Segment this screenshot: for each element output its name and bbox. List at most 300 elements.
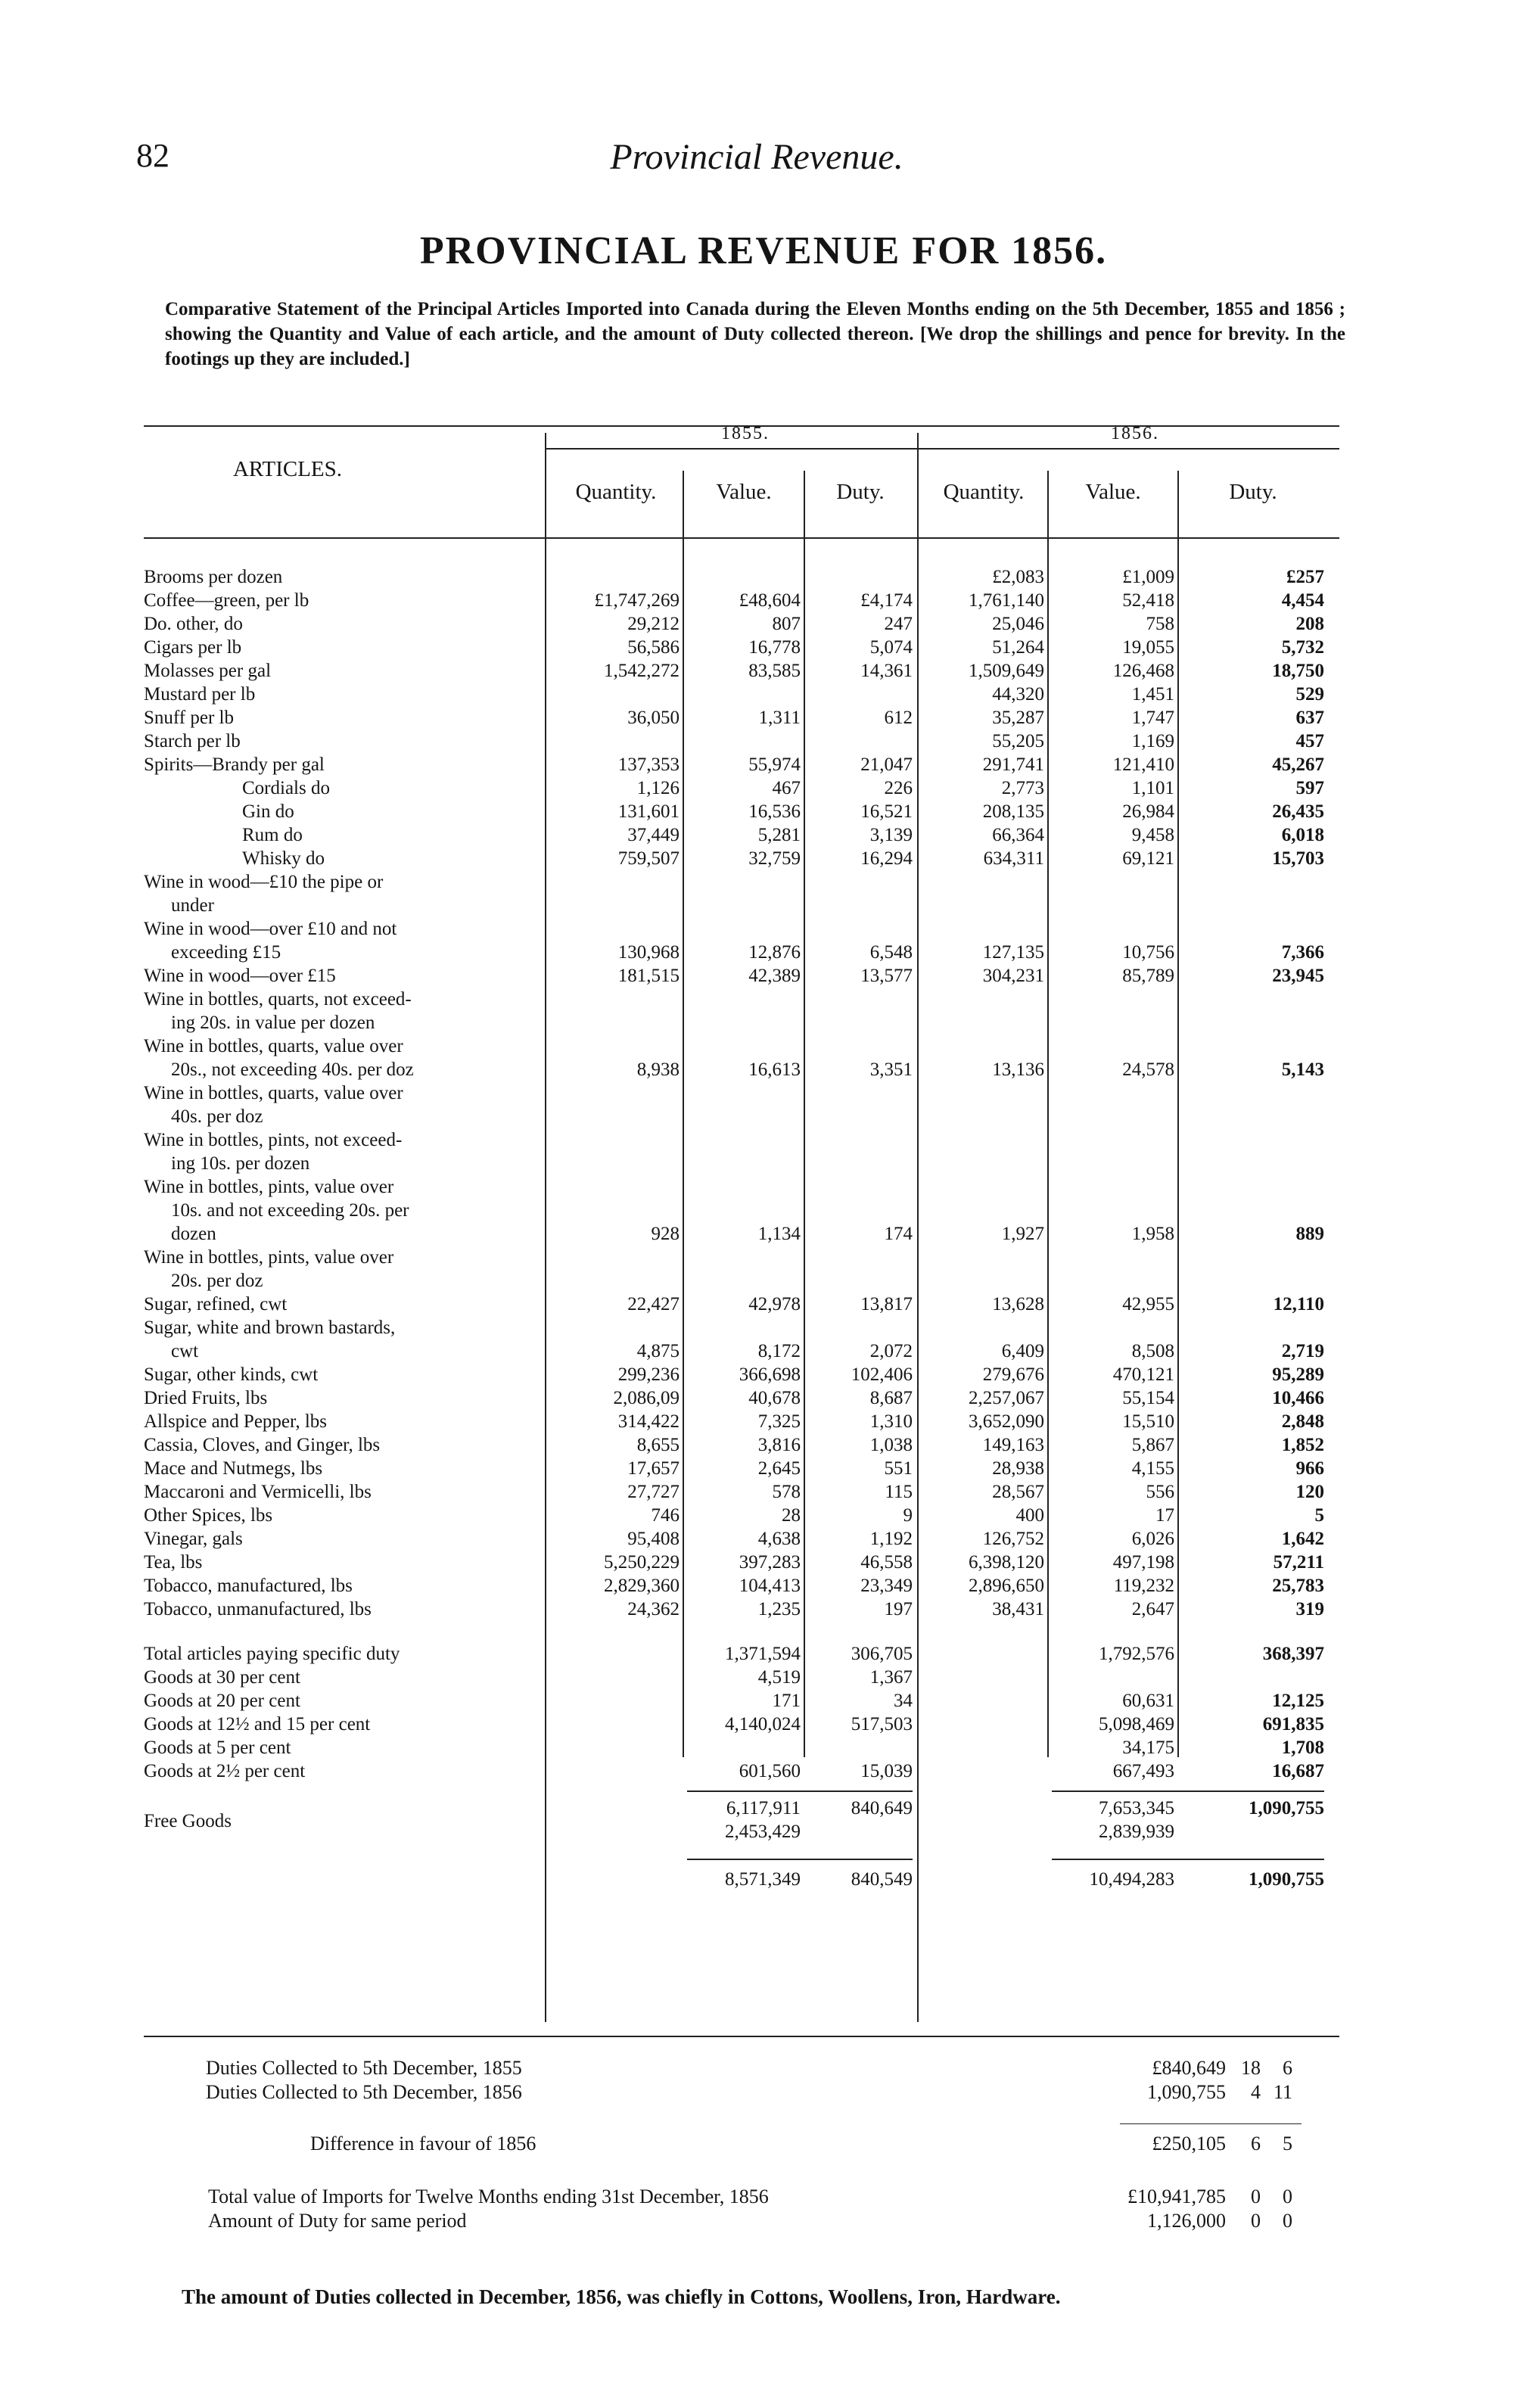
table-row: [144, 636, 1339, 659]
row-label: Spirits—Brandy per gal: [144, 754, 325, 775]
cell-v56: £1,009: [1122, 567, 1174, 587]
cell-q56: 51,264: [992, 637, 1044, 658]
free-goods-label: Free Goods: [144, 1811, 232, 1831]
cell-v56: 1,451: [1131, 684, 1174, 705]
table-row: [144, 1081, 1339, 1105]
summary-amount: £250,105: [1152, 2133, 1226, 2154]
table-row: [144, 1199, 1339, 1222]
totals-row: [144, 1689, 1339, 1713]
cell-q55: 22,427: [627, 1294, 680, 1314]
cell-d56: 45,267: [1272, 754, 1324, 775]
summary-label: Total value of Imports for Twelve Months ending 31st December, 1856: [208, 2186, 769, 2207]
cell-v55: 807: [772, 614, 801, 634]
cell-q55: 17,657: [627, 1458, 680, 1479]
cell-q55: 8,938: [636, 1059, 680, 1080]
row-label: Wine in wood—over £10 and not: [144, 919, 397, 939]
cell-q55: 24,362: [627, 1599, 680, 1619]
table-row: [144, 1339, 1339, 1363]
cell-q55: 759,507: [617, 848, 680, 869]
cell-v55: 2,645: [757, 1458, 801, 1479]
row-label: Sugar, other kinds, cwt: [144, 1364, 319, 1385]
summary-label: Amount of Duty for same period: [208, 2210, 467, 2232]
table-row: [144, 988, 1339, 1011]
cell-d56: £257: [1286, 567, 1324, 587]
table-row: [144, 1433, 1339, 1457]
cell-d55: 14,361: [860, 661, 913, 681]
row-label: Cigars per lb: [144, 637, 242, 658]
cell-q55: 1,542,272: [604, 661, 680, 681]
table-row: [144, 1152, 1339, 1175]
row-label: 20s. per doz: [171, 1271, 263, 1291]
table-row: [144, 1504, 1339, 1527]
cell-d55: 226: [884, 778, 913, 798]
row-label: 40s. per doz: [171, 1106, 263, 1127]
row-label: Other Spices, lbs: [144, 1505, 273, 1526]
table-row: [144, 1598, 1339, 1621]
cell-v55: 5,281: [757, 825, 801, 845]
totals-row: [144, 1642, 1339, 1666]
cell-d55: 16,521: [860, 801, 913, 822]
grand-total-rule-1855: [687, 1859, 913, 1860]
cell-q56: £2,083: [992, 567, 1044, 587]
page-number: 82: [136, 137, 169, 174]
table-row: [144, 823, 1339, 847]
cell-d55: 1,310: [869, 1411, 913, 1432]
cell-v56: 1,169: [1131, 731, 1174, 751]
grand-total-d56: 1,090,755: [1249, 1869, 1324, 1890]
cell-d55: 23,349: [860, 1576, 913, 1596]
cell-v56: 42,955: [1122, 1294, 1174, 1314]
cell-v55: 467: [772, 778, 801, 798]
totals-cell-v55: 4,519: [757, 1667, 801, 1688]
cell-d55: 13,577: [860, 966, 913, 986]
totals-cell-v55: 4,140,024: [725, 1714, 801, 1734]
row-label: under: [171, 895, 214, 916]
cell-q56: 634,311: [983, 848, 1044, 869]
table-row: [144, 776, 1339, 800]
row-label: Wine in bottles, quarts, not exceed-: [144, 989, 412, 1010]
cell-v55: 16,613: [748, 1059, 801, 1080]
table-row: [144, 1011, 1339, 1034]
row-label: Mace and Nutmegs, lbs: [144, 1458, 323, 1479]
table-row: [144, 800, 1339, 823]
cell-d55: 46,558: [860, 1552, 913, 1573]
cell-q55: 5,250,229: [604, 1552, 680, 1573]
cell-d56: 889: [1295, 1224, 1324, 1244]
cell-d55: 5,074: [869, 637, 913, 658]
row-label: 20s., not exceeding 40s. per doz: [171, 1059, 414, 1080]
totals-row: [144, 1736, 1339, 1759]
cell-d55: 1,038: [869, 1435, 913, 1455]
subtotal-v56: 7,653,345: [1099, 1798, 1174, 1818]
free-goods-row: [144, 1809, 1339, 1842]
table-row: [144, 1128, 1339, 1152]
cell-q55: 2,829,360: [604, 1576, 680, 1596]
cell-d56: 12,110: [1273, 1294, 1324, 1314]
summary-shillings: 6: [1251, 2133, 1261, 2154]
cell-v55: 578: [772, 1482, 801, 1502]
cell-d55: 9: [903, 1505, 913, 1526]
cell-d55: 197: [884, 1599, 913, 1619]
col-duty-1856: Duty.: [1229, 480, 1277, 504]
summary-shillings: 0: [1251, 2210, 1261, 2232]
grand-total-d55: 840,549: [851, 1869, 913, 1890]
subtotal-d56: 1,090,755: [1249, 1798, 1324, 1818]
cell-v55: 42,978: [748, 1294, 801, 1314]
cell-d55: 551: [884, 1458, 913, 1479]
summary-line-duties-1856: [0, 2081, 1527, 2105]
cell-v55: 1,134: [757, 1224, 801, 1244]
cell-v56: 10,756: [1122, 942, 1174, 963]
cell-v55: 32,759: [748, 848, 801, 869]
cell-v55: £48,604: [739, 590, 801, 611]
cell-v56: 497,198: [1112, 1552, 1174, 1573]
cell-q56: 291,741: [982, 754, 1044, 775]
table-row: [144, 870, 1339, 894]
summary-line-duties-1855: [0, 2057, 1527, 2081]
cell-q56: 6,398,120: [969, 1552, 1044, 1573]
table-row: [144, 1034, 1339, 1058]
row-label: ing 10s. per dozen: [171, 1153, 310, 1174]
table-row: [144, 1457, 1339, 1480]
row-label: Maccaroni and Vermicelli, lbs: [144, 1482, 372, 1502]
cell-d55: 13,817: [860, 1294, 913, 1314]
cell-d56: 1,852: [1281, 1435, 1324, 1455]
totals-cell-d56: 12,125: [1272, 1691, 1324, 1711]
subtotal-rule-1856: [1052, 1790, 1324, 1792]
cell-q56: 6,409: [1001, 1341, 1044, 1361]
cell-q55: 746: [651, 1505, 680, 1526]
cell-v56: 5,867: [1131, 1435, 1174, 1455]
table-row: [144, 1316, 1339, 1339]
summary-line-difference: [0, 2133, 1527, 2157]
row-label: Wine in bottles, quarts, value over: [144, 1083, 403, 1103]
cell-d55: 612: [884, 708, 913, 728]
cell-v56: 19,055: [1122, 637, 1174, 658]
cell-v56: 9,458: [1131, 825, 1174, 845]
cell-q56: 44,320: [992, 684, 1044, 705]
row-label: Starch per lb: [144, 731, 241, 751]
col-value-1855: Value.: [716, 480, 772, 504]
table-row: [144, 753, 1339, 776]
cell-d56: 208: [1295, 614, 1324, 634]
cell-v55: 40,678: [748, 1388, 801, 1408]
cell-d56: 18,750: [1272, 661, 1324, 681]
grand-total-rule-1856: [1052, 1859, 1324, 1860]
totals-cell-d55: 1,367: [869, 1667, 913, 1688]
cell-q56: 149,163: [982, 1435, 1044, 1455]
table-row: [144, 683, 1339, 706]
totals-cell-v56: 667,493: [1112, 1761, 1174, 1781]
closing-note: The amount of Duties collected in December, 1856, was chiefly in Cottons, Woollens, Iron, Hardware.: [182, 2285, 1061, 2308]
grand-total-v56: 10,494,283: [1089, 1869, 1174, 1890]
cell-v56: 2,647: [1131, 1599, 1174, 1619]
cell-d56: 5,143: [1281, 1059, 1324, 1080]
summary-shillings: 4: [1251, 2081, 1261, 2103]
table-row: [144, 706, 1339, 730]
row-label: Wine in bottles, pints, value over: [144, 1247, 394, 1268]
table-row: [144, 1551, 1339, 1574]
row-label: dozen: [171, 1224, 216, 1244]
row-label: Vinegar, gals: [144, 1529, 243, 1549]
cell-v56: 8,508: [1131, 1341, 1174, 1361]
cell-v56: 126,468: [1112, 661, 1174, 681]
row-label: Sugar, refined, cwt: [144, 1294, 288, 1314]
year-1855-header: 1855.: [721, 424, 770, 443]
cell-v56: 26,984: [1122, 801, 1174, 822]
totals-cell-d55: 306,705: [851, 1644, 913, 1664]
cell-v55: 366,698: [739, 1364, 801, 1385]
row-label: Wine in bottles, pints, not exceed-: [144, 1130, 403, 1150]
cell-v55: 12,876: [748, 942, 801, 963]
row-label: Wine in bottles, pints, value over: [144, 1177, 394, 1197]
cell-d55: 6,548: [869, 942, 913, 963]
cell-q55: 181,515: [617, 966, 680, 986]
table-row: [144, 1175, 1339, 1199]
cell-q56: 2,773: [1001, 778, 1044, 798]
row-label: Sugar, white and brown bastards,: [144, 1318, 396, 1338]
cell-d56: 2,719: [1281, 1341, 1324, 1361]
cell-q55: £1,747,269: [594, 590, 680, 611]
cell-d56: 966: [1295, 1458, 1324, 1479]
year-1856-header: 1856.: [1111, 424, 1159, 443]
cell-q56: 2,896,650: [969, 1576, 1044, 1596]
row-label: ing 20s. in value per dozen: [171, 1013, 375, 1033]
table-row: [144, 1363, 1339, 1386]
summary-label: Duties Collected to 5th December, 1856: [206, 2081, 522, 2103]
cell-q56: 1,927: [1001, 1224, 1044, 1244]
table-row: [144, 941, 1339, 964]
cell-d55: 3,351: [869, 1059, 913, 1080]
cell-q56: 25,046: [992, 614, 1044, 634]
cell-v56: 1,101: [1131, 778, 1174, 798]
subtotal-rule-1855: [687, 1790, 913, 1792]
totals-cell-d56: 16,687: [1272, 1761, 1324, 1781]
cell-v56: 121,410: [1112, 754, 1174, 775]
running-title: Provincial Revenue.: [610, 137, 903, 177]
table-row: [144, 589, 1339, 612]
cell-q55: 314,422: [617, 1411, 680, 1432]
subtotal-v55: 6,117,911: [726, 1798, 801, 1818]
row-label: Whisky do: [242, 848, 325, 869]
cell-v56: 15,510: [1122, 1411, 1174, 1432]
row-label: exceeding £15: [171, 942, 281, 963]
row-label: Mustard per lb: [144, 684, 256, 705]
row-label: Molasses per gal: [144, 661, 272, 681]
cell-q56: 55,205: [992, 731, 1044, 751]
cell-d56: 5: [1314, 1505, 1324, 1526]
totals-label: Total articles paying specific duty: [144, 1644, 400, 1664]
row-label: Tobacco, manufactured, lbs: [144, 1576, 353, 1596]
cell-d56: 25,783: [1272, 1576, 1324, 1596]
totals-cell-v55: 601,560: [739, 1761, 801, 1781]
table-row: [144, 1480, 1339, 1504]
cell-v56: 556: [1146, 1482, 1174, 1502]
totals-cell-v56: 34,175: [1122, 1738, 1174, 1758]
totals-cell-d56: 1,708: [1281, 1738, 1324, 1758]
cell-v56: 1,747: [1131, 708, 1174, 728]
cell-d56: 23,945: [1272, 966, 1324, 986]
cell-d56: 597: [1295, 778, 1324, 798]
cell-v55: 3,816: [757, 1435, 801, 1455]
col-duty-1855: Duty.: [836, 480, 885, 504]
cell-v56: 470,121: [1112, 1364, 1174, 1385]
grand-total-v55: 8,571,349: [725, 1869, 801, 1890]
cell-q56: 126,752: [982, 1529, 1044, 1549]
cell-q56: 28,567: [992, 1482, 1044, 1502]
cell-d56: 4,454: [1281, 590, 1324, 611]
totals-row: [144, 1713, 1339, 1736]
cell-d55: 21,047: [860, 754, 913, 775]
totals-cell-v56: 1,792,576: [1099, 1644, 1174, 1664]
table-row: [144, 1105, 1339, 1128]
totals-label: Goods at 2½ per cent: [144, 1761, 306, 1781]
row-label: 10s. and not exceeding 20s. per: [171, 1200, 409, 1221]
cell-q56: 400: [1015, 1505, 1044, 1526]
row-label: Do. other, do: [144, 614, 243, 634]
difference-rule: [1120, 2123, 1302, 2124]
cell-q55: 37,449: [627, 825, 680, 845]
cell-d56: 95,289: [1272, 1364, 1324, 1385]
table-row: [144, 1293, 1339, 1316]
col-quantity-1856: Quantity.: [943, 480, 1025, 504]
totals-row: [144, 1759, 1339, 1783]
table-row: [144, 964, 1339, 988]
cell-v56: 85,789: [1122, 966, 1174, 986]
cell-d56: 120: [1295, 1482, 1324, 1502]
row-label: Tobacco, unmanufactured, lbs: [144, 1599, 372, 1619]
summary-pence: 11: [1273, 2081, 1292, 2103]
totals-label: Goods at 12½ and 15 per cent: [144, 1714, 371, 1734]
summary-pence: 6: [1283, 2057, 1292, 2079]
totals-cell-d56: 368,397: [1262, 1644, 1324, 1664]
cell-d55: 3,139: [869, 825, 913, 845]
cell-q55: 29,212: [627, 614, 680, 634]
header-bottom-rule: [144, 537, 1339, 539]
cell-v56: 6,026: [1131, 1529, 1174, 1549]
totals-cell-v56: 60,631: [1122, 1691, 1174, 1711]
cell-v55: 55,974: [748, 754, 801, 775]
cell-q55: 137,353: [617, 754, 680, 775]
cell-q56: 66,364: [992, 825, 1044, 845]
totals-row: [144, 1666, 1339, 1689]
cell-q56: 127,135: [982, 942, 1044, 963]
cell-v55: 397,283: [739, 1552, 801, 1573]
cell-d55: 102,406: [851, 1364, 913, 1385]
summary-pence: 0: [1283, 2186, 1292, 2207]
cell-q55: 27,727: [627, 1482, 680, 1502]
cell-v56: 24,578: [1122, 1059, 1174, 1080]
cell-d56: 15,703: [1272, 848, 1324, 869]
cell-q55: 1,126: [636, 778, 680, 798]
cell-d55: 115: [885, 1482, 913, 1502]
running-head: [136, 136, 1377, 189]
cell-q56: 13,136: [992, 1059, 1044, 1080]
subtotal-d55: 840,649: [851, 1798, 913, 1818]
row-label: Allspice and Pepper, lbs: [144, 1411, 328, 1432]
year-rule: [545, 448, 1339, 450]
cell-d55: £4,174: [860, 590, 913, 611]
cell-v55: 1,311: [758, 708, 801, 728]
table-row: [144, 847, 1339, 870]
cell-q56: 35,287: [992, 708, 1044, 728]
cell-q56: 279,676: [982, 1364, 1044, 1385]
cell-d56: 637: [1295, 708, 1324, 728]
cell-q55: 95,408: [627, 1529, 680, 1549]
table-row: [144, 612, 1339, 636]
row-label: Tea, lbs: [144, 1552, 203, 1573]
table-row: [144, 1269, 1339, 1293]
summary-label: Duties Collected to 5th December, 1855: [206, 2057, 522, 2079]
summary-shillings: 0: [1251, 2186, 1261, 2207]
cell-q55: 56,586: [627, 637, 680, 658]
cell-q55: 2,086,09: [613, 1388, 680, 1408]
table-row: [144, 1222, 1339, 1246]
table-row: [144, 1574, 1339, 1598]
summary-amount: £10,941,785: [1127, 2186, 1226, 2207]
summary-line-amount-duty: [0, 2210, 1527, 2234]
cell-q56: 13,628: [992, 1294, 1044, 1314]
free-goods-v55: 2,453,429: [725, 1822, 801, 1842]
table-row: [144, 565, 1339, 589]
cell-d56: 6,018: [1281, 825, 1324, 845]
row-label: Cassia, Cloves, and Ginger, lbs: [144, 1435, 381, 1455]
cell-d56: 10,466: [1272, 1388, 1324, 1408]
row-label: cwt: [171, 1341, 199, 1361]
cell-q56: 1,509,649: [969, 661, 1044, 681]
row-label: Cordials do: [242, 778, 330, 798]
articles-header: ARTICLES.: [232, 457, 343, 481]
cell-d55: 2,072: [869, 1341, 913, 1361]
cell-v55: 16,778: [748, 637, 801, 658]
cell-v56: 17: [1155, 1505, 1174, 1526]
summary-pence: 0: [1283, 2210, 1292, 2232]
totals-cell-d55: 34: [894, 1691, 913, 1711]
totals-cell-v56: 5,098,469: [1099, 1714, 1174, 1734]
cell-v56: 758: [1146, 614, 1174, 634]
row-label: Gin do: [242, 801, 294, 822]
row-label: Wine in bottles, quarts, value over: [144, 1036, 403, 1056]
grand-total-row: [144, 1868, 1339, 1891]
table-row: [144, 917, 1339, 941]
cell-q55: 36,050: [627, 708, 680, 728]
cell-v55: 7,325: [757, 1411, 801, 1432]
row-label: Wine in wood—£10 the pipe or: [144, 872, 384, 892]
cell-q56: 3,652,090: [969, 1411, 1044, 1432]
free-goods-v56: 2,839,939: [1099, 1822, 1174, 1842]
table-row: [144, 1410, 1339, 1433]
cell-q56: 38,431: [992, 1599, 1044, 1619]
summary-line-total-value: [0, 2186, 1527, 2210]
summary-shillings: 18: [1241, 2057, 1261, 2079]
cell-d56: 1,642: [1281, 1529, 1324, 1549]
cell-v55: 16,536: [748, 801, 801, 822]
cell-q55: 131,601: [617, 801, 680, 822]
table-row: [144, 730, 1339, 753]
col-quantity-1855: Quantity.: [575, 480, 657, 504]
col-value-1856: Value.: [1085, 480, 1141, 504]
cell-v55: 42,389: [748, 966, 801, 986]
totals-label: Goods at 20 per cent: [144, 1691, 300, 1711]
cell-d55: 1,192: [869, 1529, 913, 1549]
totals-cell-v55: 1,371,594: [725, 1644, 801, 1664]
cell-v56: 4,155: [1131, 1458, 1174, 1479]
cell-d56: 457: [1295, 731, 1324, 751]
row-label: Snuff per lb: [144, 708, 234, 728]
totals-cell-d56: 691,835: [1262, 1714, 1324, 1734]
table-row: [144, 659, 1339, 683]
cell-q55: 928: [651, 1224, 680, 1244]
